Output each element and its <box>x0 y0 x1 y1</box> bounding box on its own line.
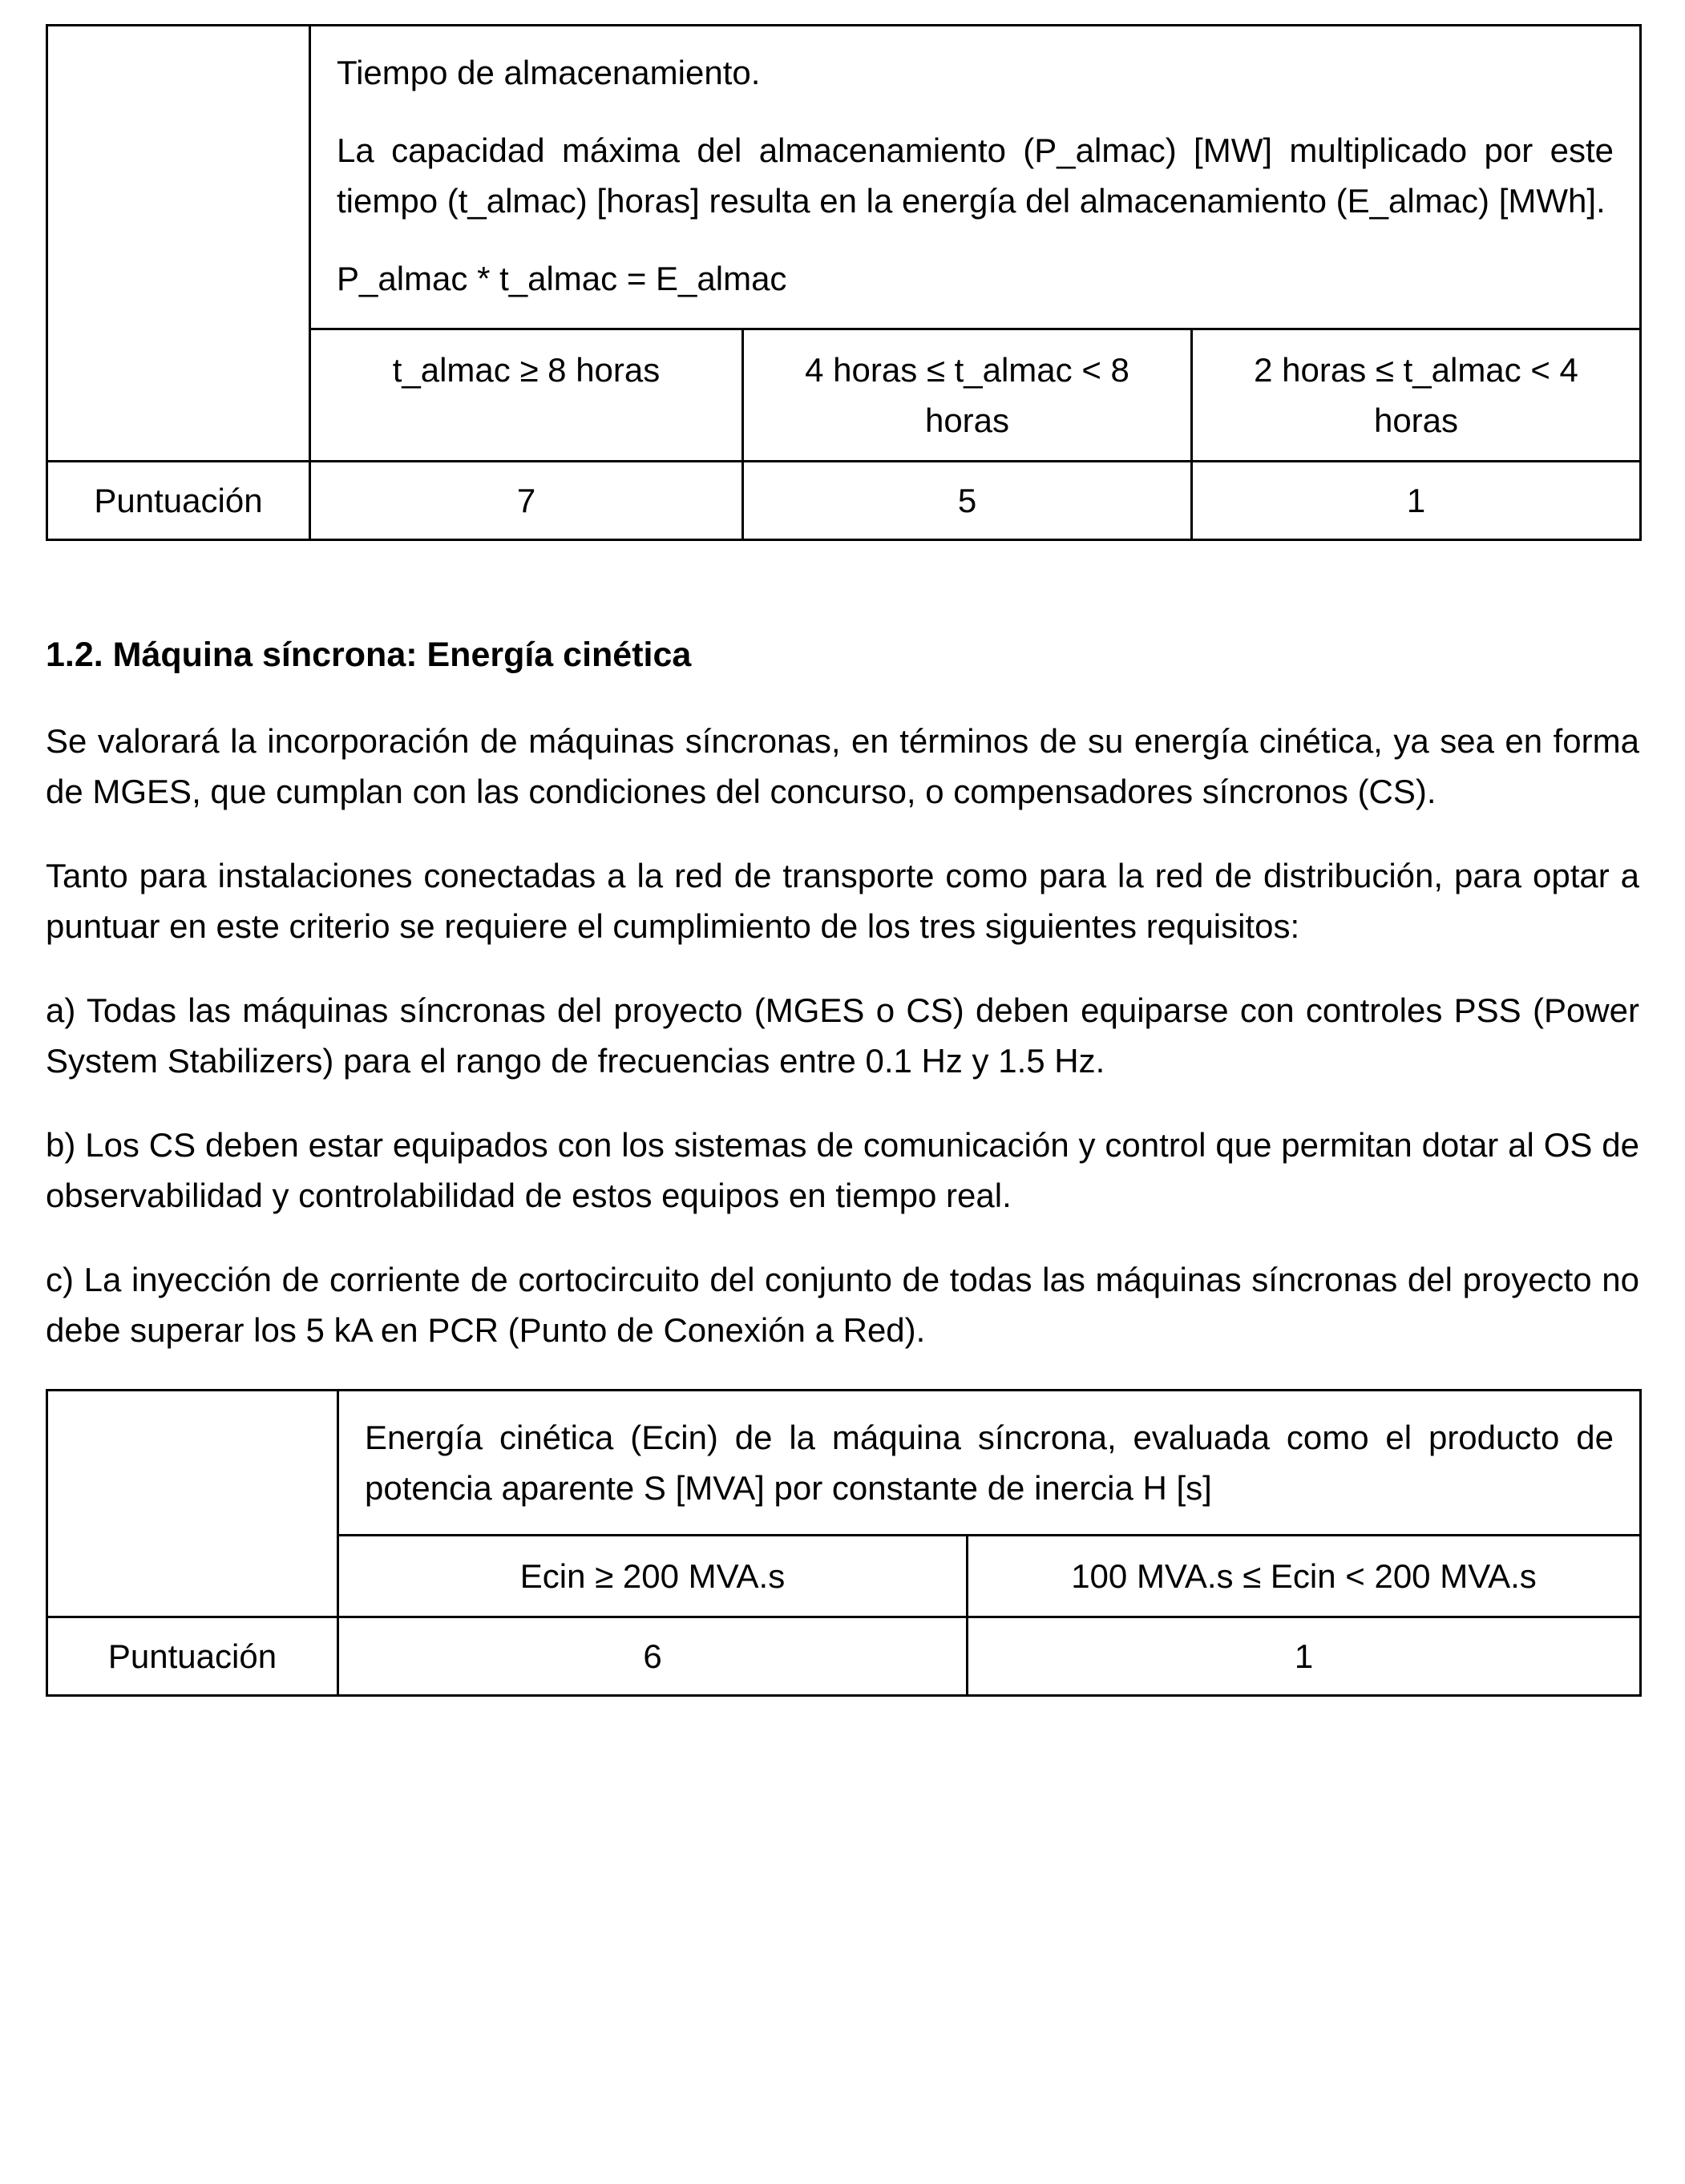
table1-score-2: 5 <box>743 462 1192 540</box>
criterion-text: La capacidad máxima del almacenamiento (P_almac) [MW] multiplicado por este tiempo (t_almac) [horas] resulta en la energía del almacenamiento (E_almac) [MWh]. <box>337 131 1614 220</box>
section-paragraph: Se valorará la incorporación de máquinas síncronas, en términos de su energía cinética, ya sea en forma de MGES, que cumplan con las condiciones del concurso, o compensadores síncronos (CS). <box>46 722 1639 811</box>
storage-time-score-table <box>46 24 1642 541</box>
table-row <box>47 1391 1641 1536</box>
table-row <box>47 1617 1641 1696</box>
table-row <box>47 462 1641 540</box>
criterion-title: Tiempo de almacenamiento. <box>337 54 761 91</box>
table2-score-2: 1 <box>968 1617 1641 1696</box>
table1-criterion-description-cell <box>310 26 1641 329</box>
table2-score-row-label: Puntuación <box>47 1617 338 1696</box>
table2-column-header-1: Ecin ≥ 200 MVA.s <box>338 1536 968 1617</box>
table1-column-header-1: t_almac ≥ 8 horas <box>310 329 743 462</box>
table1-column-header-2: 4 horas ≤ t_almac < 8 horas <box>743 329 1192 462</box>
table2-label-column-spacer <box>47 1391 338 1617</box>
section-paragraph: Tanto para instalaciones conectadas a la red de transporte como para la red de distribución, para optar a puntuar en este criterio se requiere el cumplimiento de los tres siguientes requisitos: <box>46 857 1639 946</box>
kinetic-energy-score-table <box>46 1389 1642 1697</box>
section-heading: 1.2. Máquina síncrona: Energía cinética <box>46 636 692 674</box>
table1-score-3: 1 <box>1192 462 1641 540</box>
table1-score-1: 7 <box>310 462 743 540</box>
section-paragraph-item-b: b) Los CS deben estar equipados con los sistemas de comunicación y control que permitan dotar al OS de observabilidad y controlabilidad de estos equipos en tiempo real. <box>46 1126 1639 1215</box>
table1-label-column-spacer <box>47 26 310 462</box>
table2-score-1: 6 <box>338 1617 968 1696</box>
table-row <box>47 26 1641 329</box>
table2-column-header-2: 100 MVA.s ≤ Ecin < 200 MVA.s <box>968 1536 1641 1617</box>
criterion-text: Energía cinética (Ecin) de la máquina síncrona, evaluada como el producto de potencia aparente S [MVA] por constante de inercia H [s] <box>365 1419 1614 1508</box>
table1-column-header-3: 2 horas ≤ t_almac < 4 horas <box>1192 329 1641 462</box>
table1-score-row-label: Puntuación <box>47 462 310 540</box>
table2-criterion-description-cell <box>338 1391 1641 1536</box>
section-paragraph-item-a: a) Todas las máquinas síncronas del proyecto (MGES o CS) deben equiparse con controles PSS (Power System Stabilizers) para el rango de frecuencias entre 0.1 Hz y 1.5 Hz. <box>46 991 1639 1080</box>
section-paragraph-item-c: c) La inyección de corriente de cortocircuito del conjunto de todas las máquinas síncronas del proyecto no debe superar los 5 kA en PCR (Punto de Conexión a Red). <box>46 1261 1639 1350</box>
criterion-formula: P_almac * t_almac = E_almac <box>337 260 787 297</box>
